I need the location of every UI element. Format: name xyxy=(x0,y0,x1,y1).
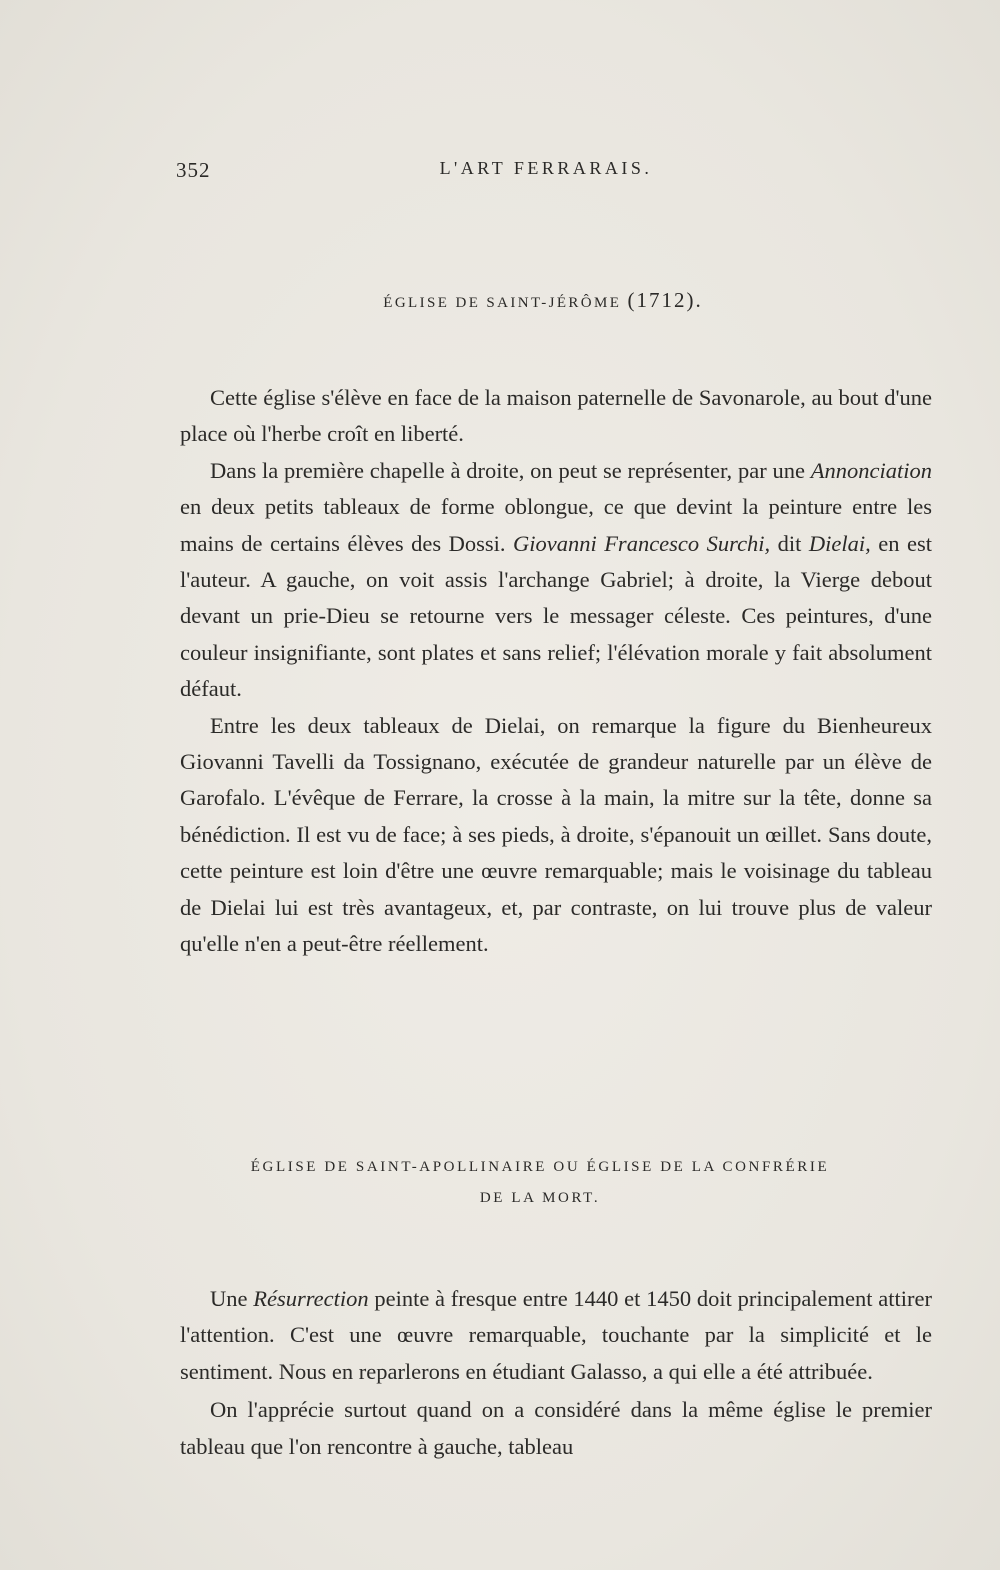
section-title-line: DE LA MORT. xyxy=(479,1190,601,1206)
section-title-text: ÉGLISE DE SAINT-JÉRÔME xyxy=(383,295,622,311)
paragraph: On l'apprécie surtout quand on a considéré dans la même église le premier tableau que l'on rencontre à gauche, tableau xyxy=(180,1397,932,1459)
paragraph: Cette église s'élève en face de la maison paternelle de Savonarole, au bout d'une place où l'herbe croît en liberté. xyxy=(180,385,932,447)
italic-phrase: Résurrection xyxy=(253,1286,369,1311)
running-title: L'ART FERRARAIS. xyxy=(439,158,653,178)
section-title-saint-jerome xyxy=(0,288,1000,313)
page-number: 352 xyxy=(176,158,211,182)
section-body-saint-jerome xyxy=(180,380,932,963)
italic-phrase: Dielai, xyxy=(808,530,871,556)
section-title-line: ÉGLISE DE SAINT-APOLLINAIRE OU ÉGLISE DE LA CONFRÉRIE xyxy=(250,1159,830,1175)
section-title-date: (1712). xyxy=(627,288,703,312)
section-body-saint-apollinaire xyxy=(180,1281,932,1465)
paragraph: Une Résurrection peinte à fresque entre 1440 et 1450 doit principalement attirer l'attention. C'est une œuvre remarquable, touchante par la simplicité et le sentiment. Nous en reparlerons en étudiant Galasso, a qui elle a été attribuée. xyxy=(180,1286,932,1384)
italic-phrase: Annonciation xyxy=(810,457,932,483)
section-title-saint-apollinaire xyxy=(0,1152,1000,1214)
italic-phrase: Giovanni Francesco Surchi, xyxy=(512,530,771,556)
paragraph: Entre les deux tableaux de Dielai, on remarque la figure du Bienheureux Giovanni Tavelli da Tossignano, exécutée de grandeur naturelle par un élève de Garofalo. L'évêque de Ferrare, la crosse à la main, la mitre sur la tête, donne sa bénédiction. Il est vu de face; à ses pieds, à droite, s'épanouit un œillet. Sans doute, cette peinture est loin d'être une œuvre remarquable; mais le voisinage du tableau de Dielai lui est très avantageux, et, par contraste, on lui trouve plus de valeur qu'elle n'en a peut-être réellement. xyxy=(180,712,932,957)
paragraph: Dans la première chapelle à droite, on peut se représenter, par une Annonciation en deux petits tableaux de forme oblongue, ce que devint la peinture entre les mains de certains élèves des Dossi. Giovanni Francesco Surchi, dit Dielai, en est l'auteur. A gauche, on voit assis l'archange Gabriel; à droite, la Vierge debout devant un prie-Dieu se retourne vers le messager céleste. Ces peintures, d'une couleur insignifiante, sont plates et sans relief; l'élévation morale y fait absolument défaut. xyxy=(180,457,932,702)
